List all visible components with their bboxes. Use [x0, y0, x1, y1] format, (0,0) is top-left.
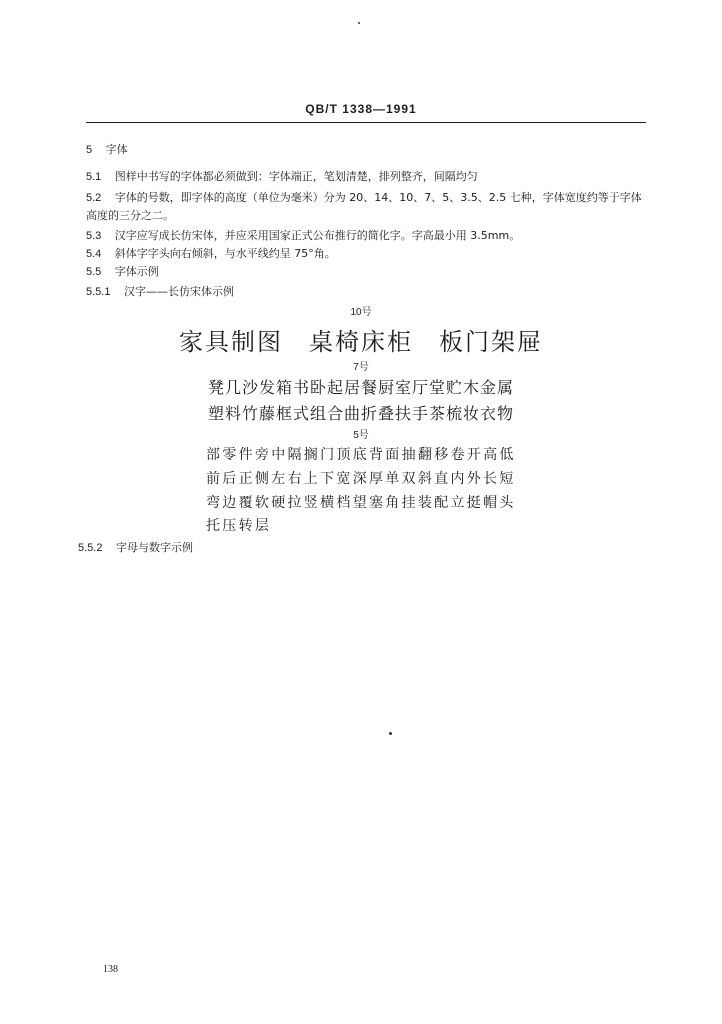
clause-5-5: [86, 265, 159, 279]
size-7-sample-line: 塑料竹藤框式组合曲折叠扶手茶梳妆衣物: [207, 404, 514, 423]
clause-5-2-continued: [86, 209, 174, 223]
size-10-sample-part: 桌椅床柜: [309, 328, 413, 356]
size-5-sample-line: 弯边覆软硬拉竖横档望塞角挂装配立挺帽头: [206, 495, 516, 511]
size-5-sample-line: 托压转层: [206, 518, 272, 534]
size-10-label: 10号: [350, 307, 372, 318]
clause-5-5-2: [78, 541, 193, 555]
clause-text: 高度的三分之二。: [86, 209, 174, 222]
clause-number: 5.4: [86, 248, 102, 260]
clause-text: 斜体字字头向右倾斜，与水平线约呈 75°角。: [114, 247, 336, 260]
size-7-label: 7号: [353, 362, 369, 373]
clause-number: 5.5.1: [86, 286, 111, 298]
size-10-sample-part: 家具制图: [179, 328, 283, 356]
clause-number: 5.1: [86, 171, 102, 183]
scan-speck: [358, 22, 360, 24]
size-5-sample-line: 前后正侧左右上下宽深厚单双斜直内外长短: [206, 471, 516, 487]
clause-number: 5.3: [86, 230, 102, 242]
size-10-sample: [0, 322, 722, 357]
clause-text: 图样中书写的字体都必须做到：字体端正，笔划清楚，排列整齐，间隔均匀: [114, 170, 478, 183]
size-10-sample-part: 板门架屉: [439, 328, 543, 356]
clause-5-2: [86, 191, 642, 205]
clause-number: 5.5: [86, 266, 102, 278]
scan-speck: [389, 732, 392, 735]
section-number: 5: [86, 144, 93, 156]
clause-text: 字体示例: [114, 265, 159, 278]
size-7-sample-line: 凳几沙发箱书卧起居餐厨室厅堂贮木金属: [207, 378, 514, 397]
section-title: 字体: [105, 143, 128, 156]
clause-text: 汉字——长仿宋体示例: [123, 285, 234, 298]
size-5-sample-line: 部零件旁中隔搁门顶底背面抽翻移卷开高低: [206, 447, 516, 463]
clause-5-1: [86, 170, 478, 184]
clause-text: 字体的号数，即字体的高度（单位为毫米）分为 20、14、10、7、5、3.5、2.5 七种，字体宽度约等于字体: [114, 191, 642, 204]
header-rule: [86, 122, 646, 123]
clause-5-3: [86, 229, 520, 243]
clause-text: 汉字应写成长仿宋体，并应采用国家正式公布推行的简化字。字高最小用 3.5mm。: [114, 229, 521, 242]
section-5-heading: [86, 143, 128, 157]
page-number: 138: [103, 964, 118, 975]
clause-number: 5.5.2: [78, 542, 103, 554]
standard-code-header: QB/T 1338—1991: [305, 102, 417, 116]
clause-number: 5.2: [86, 192, 102, 204]
clause-5-4: [86, 247, 336, 261]
clause-5-5-1: [86, 285, 234, 299]
size-5-label: 5号: [353, 430, 369, 441]
clause-text: 字母与数字示例: [115, 541, 193, 554]
